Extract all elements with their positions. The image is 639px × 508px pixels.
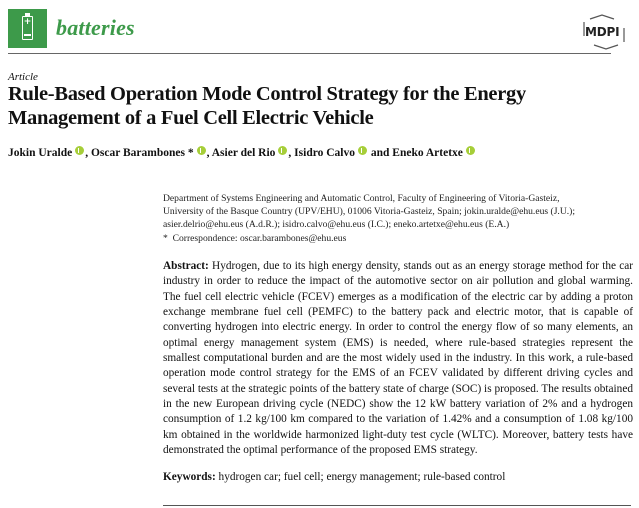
author-separator: , xyxy=(85,147,91,159)
minus-icon xyxy=(24,34,31,36)
keywords-text: hydrogen car; fuel cell; energy management; rule-based control xyxy=(218,471,506,483)
author-list xyxy=(8,146,476,159)
abstract-label: Abstract: xyxy=(163,260,209,272)
article-type: Article xyxy=(8,71,38,83)
affiliation-line: asier.delrio@ehu.eus (A.d.R.); isidro.calvo@ehu.eus (I.C.); eneko.artetxe@ehu.eus (E.A.) xyxy=(163,219,510,231)
correspondence: * Correspondence: oscar.barambones@ehu.eus xyxy=(163,232,347,244)
author-separator: , xyxy=(206,147,212,159)
abstract-text: Hydrogen, due to its high energy density, stands out as an energy storage method for the car industry in order to reduce the impact of the automotive sector on air pollution and global warming. The fuel cell electric vehicle (FCEV) emerges as a modification of the electric car by adding a proton exchange membrane fuel cell (PEMFC) to the battery pack and electric motor, that is capable of converting hydrogen into electric energy. In order to control the energy flow of so many elements, an optimal energy management system (EMS) is needed, where rule-based strategies represent the smallest computational burden and are the most widely used in the industry. In this work, a rule-based operation mode control strategy for the EMS of an FCEV validated by different driving cycles and several tests at the strategic points of the battery state of charge (SOC) is proposed. The results obtained in the new European driving cycle (NEDC) show the 12 kW battery variation of 2% and a hydrogen consumption of 1.2 kg/100 km compared to the variation of 1.42% and a consumption of 1.08 kg/100 km obtained in the worldwide harmonized light-duty test cycle (WLTC). Moreover, battery tests have demonstrated the optimal performance of the proposed EMS strategy. xyxy=(163,260,634,457)
affiliation-line: Department of Systems Engineering and Automatic Control, Faculty of Engineering of Vitoria-Gasteiz, xyxy=(163,193,560,204)
affiliation-line: University of the Basque Country (UPV/EHU), 01006 Vitoria-Gasteiz, Spain; jokin.uralde@ehu.eus (J.U.); xyxy=(163,206,576,218)
keywords xyxy=(163,471,633,483)
author-separator: and xyxy=(368,147,393,159)
orcid-icon[interactable] xyxy=(278,146,287,155)
orcid-icon[interactable] xyxy=(466,146,475,155)
author-name[interactable]: Jokin Uralde xyxy=(8,147,73,159)
publisher-logo: MDPI xyxy=(585,25,620,39)
section-divider xyxy=(163,505,631,506)
author-name[interactable]: Isidro Calvo xyxy=(294,147,355,159)
orcid-icon[interactable] xyxy=(197,146,206,155)
article-title: Rule-Based Operation Mode Control Strategy for the Energy Management of a Fuel Cell Electric Vehicle xyxy=(8,83,526,129)
abstract xyxy=(163,259,633,458)
author-name[interactable]: Asier del Rio xyxy=(211,147,276,159)
journal-logo xyxy=(8,9,47,48)
journal-header xyxy=(8,9,611,51)
header-divider xyxy=(8,53,611,54)
journal-name: batteries xyxy=(56,15,135,40)
author-name[interactable]: Oscar Barambones * xyxy=(90,147,194,159)
author-name[interactable]: Eneko Artetxe xyxy=(392,147,463,159)
affiliation-block xyxy=(163,192,633,245)
orcid-icon[interactable] xyxy=(75,146,84,155)
orcid-icon[interactable] xyxy=(358,146,367,155)
author-separator: , xyxy=(288,147,295,159)
plus-icon: + xyxy=(23,17,32,27)
keywords-label: Keywords: xyxy=(163,471,216,483)
